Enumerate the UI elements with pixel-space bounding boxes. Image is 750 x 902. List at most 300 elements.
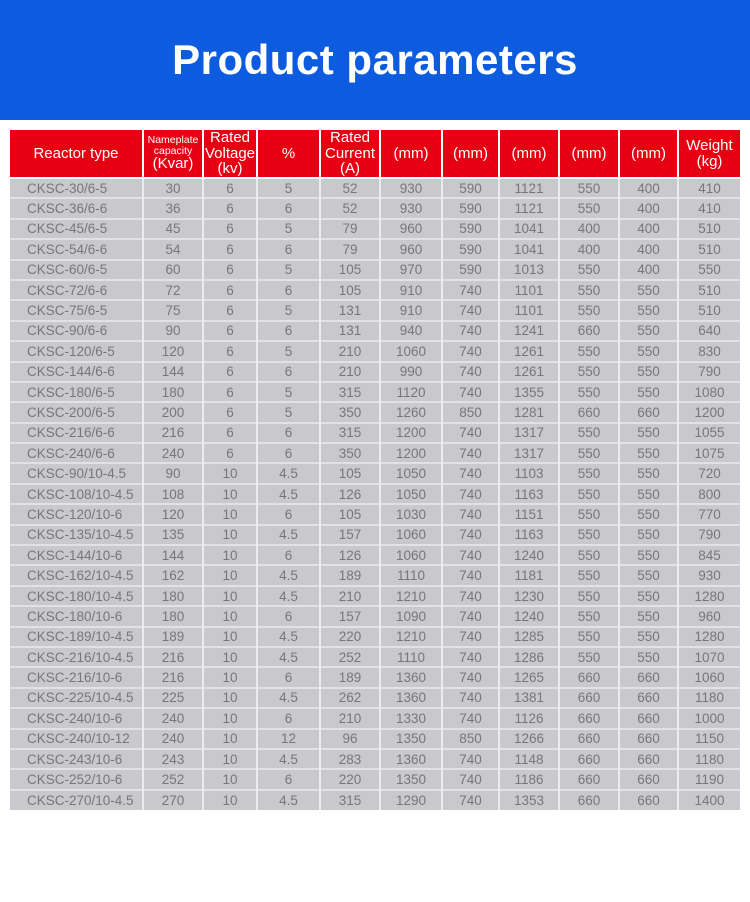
value-cell: 660 [619,729,678,749]
reactor-type-cell: CKSC-90/10-4.5 [10,463,143,483]
value-cell: 1060 [678,667,740,687]
value-cell: 1180 [678,749,740,769]
value-cell: 550 [619,627,678,647]
value-cell: 590 [442,239,499,259]
value-cell: 850 [442,729,499,749]
column-header-dimension-mm-3 [499,130,559,178]
column-header-label: capacity [153,144,193,157]
value-cell: 550 [619,606,678,626]
value-cell: 1260 [380,402,442,422]
value-cell: 105 [320,260,380,280]
column-header-label: (mm) [571,144,607,162]
value-cell: 740 [442,565,499,585]
value-cell: 510 [678,219,740,239]
value-cell: 660 [559,769,619,789]
reactor-type-cell: CKSC-180/10-4.5 [10,586,143,606]
column-header-label: Rated [329,129,371,147]
reactor-type-cell: CKSC-120/10-6 [10,504,143,524]
value-cell: 6 [257,769,320,789]
value-cell: 240 [143,729,203,749]
table-body [10,178,740,810]
product-parameters-table [10,130,740,810]
value-cell: 1148 [499,749,559,769]
value-cell: 6 [203,260,257,280]
table-row [10,239,740,259]
value-cell: 660 [619,667,678,687]
value-cell: 400 [559,239,619,259]
value-cell: 790 [678,362,740,382]
banner [0,0,750,120]
value-cell: 1060 [380,525,442,545]
value-cell: 1353 [499,790,559,810]
value-cell: 660 [559,790,619,810]
reactor-type-cell: CKSC-162/10-4.5 [10,565,143,585]
value-cell: 1190 [678,769,740,789]
value-cell: 1281 [499,402,559,422]
column-header-label: (Kvar) [152,155,194,173]
value-cell: 910 [380,280,442,300]
table-row [10,280,740,300]
value-cell: 10 [203,545,257,565]
column-header-rated-voltage [203,130,257,178]
value-cell: 79 [320,239,380,259]
value-cell: 1280 [678,586,740,606]
value-cell: 4.5 [257,627,320,647]
column-header-label: Current [324,144,376,162]
table-row [10,790,740,810]
value-cell: 550 [619,423,678,443]
value-cell: 1041 [499,219,559,239]
value-cell: 510 [678,280,740,300]
table-row [10,219,740,239]
value-cell: 740 [442,647,499,667]
value-cell: 660 [619,402,678,422]
value-cell: 6 [257,504,320,524]
value-cell: 4.5 [257,790,320,810]
column-header-percent [257,130,320,178]
column-header-dimension-mm-1 [380,130,442,178]
value-cell: 1241 [499,321,559,341]
value-cell: 550 [619,443,678,463]
table-row [10,606,740,626]
value-cell: 550 [559,545,619,565]
value-cell: 4.5 [257,565,320,585]
value-cell: 262 [320,688,380,708]
value-cell: 10 [203,525,257,545]
reactor-type-cell: CKSC-240/10-6 [10,708,143,728]
reactor-type-cell: CKSC-45/6-5 [10,219,143,239]
value-cell: 240 [143,708,203,728]
table-row [10,260,740,280]
table-row [10,769,740,789]
value-cell: 1261 [499,341,559,361]
table-row [10,423,740,443]
value-cell: 550 [559,198,619,218]
value-cell: 252 [143,769,203,789]
value-cell: 1200 [678,402,740,422]
value-cell: 660 [619,769,678,789]
value-cell: 1230 [499,586,559,606]
column-header-label: Nameplate [147,134,199,147]
value-cell: 550 [559,565,619,585]
value-cell: 1120 [380,382,442,402]
value-cell: 4.5 [257,484,320,504]
value-cell: 6 [203,382,257,402]
value-cell: 1200 [380,423,442,443]
value-cell: 10 [203,504,257,524]
value-cell: 5 [257,260,320,280]
value-cell: 550 [619,647,678,667]
value-cell: 740 [442,463,499,483]
value-cell: 4.5 [257,647,320,667]
value-cell: 283 [320,749,380,769]
reactor-type-cell: CKSC-54/6-6 [10,239,143,259]
value-cell: 660 [559,729,619,749]
value-cell: 740 [442,708,499,728]
value-cell: 550 [559,362,619,382]
value-cell: 410 [678,198,740,218]
value-cell: 1163 [499,484,559,504]
value-cell: 1150 [678,729,740,749]
table-row [10,178,740,198]
table-row [10,341,740,361]
value-cell: 1240 [499,545,559,565]
value-cell: 550 [559,260,619,280]
table-header-row [10,130,740,178]
table-row [10,504,740,524]
value-cell: 315 [320,423,380,443]
value-cell: 550 [619,341,678,361]
value-cell: 240 [143,443,203,463]
value-cell: 1151 [499,504,559,524]
value-cell: 1400 [678,790,740,810]
value-cell: 6 [257,443,320,463]
value-cell: 6 [257,280,320,300]
value-cell: 72 [143,280,203,300]
value-cell: 740 [442,586,499,606]
value-cell: 6 [257,362,320,382]
value-cell: 740 [442,627,499,647]
reactor-type-cell: CKSC-180/10-6 [10,606,143,626]
value-cell: 216 [143,423,203,443]
value-cell: 225 [143,688,203,708]
value-cell: 740 [442,667,499,687]
value-cell: 12 [257,729,320,749]
value-cell: 660 [559,402,619,422]
value-cell: 96 [320,729,380,749]
value-cell: 1360 [380,749,442,769]
value-cell: 1286 [499,647,559,667]
value-cell: 10 [203,627,257,647]
product-parameters-section [10,130,740,810]
value-cell: 210 [320,586,380,606]
value-cell: 660 [619,708,678,728]
value-cell: 5 [257,178,320,198]
table-row [10,647,740,667]
value-cell: 910 [380,300,442,320]
reactor-type-cell: CKSC-36/6-6 [10,198,143,218]
table-row [10,688,740,708]
column-header-weight [678,130,740,178]
value-cell: 5 [257,300,320,320]
reactor-type-cell: CKSC-252/10-6 [10,769,143,789]
reactor-type-cell: CKSC-189/10-4.5 [10,627,143,647]
value-cell: 10 [203,484,257,504]
value-cell: 550 [559,484,619,504]
value-cell: 105 [320,463,380,483]
value-cell: 590 [442,198,499,218]
value-cell: 660 [559,321,619,341]
reactor-type-cell: CKSC-135/10-4.5 [10,525,143,545]
value-cell: 1360 [380,667,442,687]
value-cell: 90 [143,463,203,483]
value-cell: 4.5 [257,688,320,708]
value-cell: 6 [203,300,257,320]
value-cell: 550 [559,341,619,361]
reactor-type-cell: CKSC-270/10-4.5 [10,790,143,810]
value-cell: 10 [203,769,257,789]
value-cell: 740 [442,484,499,504]
table-row [10,586,740,606]
value-cell: 740 [442,504,499,524]
value-cell: 1000 [678,708,740,728]
value-cell: 4.5 [257,749,320,769]
column-header-label: (mm) [511,144,547,162]
value-cell: 210 [320,362,380,382]
value-cell: 144 [143,545,203,565]
value-cell: 1060 [380,341,442,361]
value-cell: 660 [559,708,619,728]
column-header-label: (kg) [696,152,723,170]
table-row [10,667,740,687]
value-cell: 1050 [380,463,442,483]
reactor-type-cell: CKSC-90/6-6 [10,321,143,341]
value-cell: 960 [380,239,442,259]
value-cell: 10 [203,606,257,626]
value-cell: 1381 [499,688,559,708]
value-cell: 660 [619,790,678,810]
value-cell: 1121 [499,198,559,218]
value-cell: 550 [559,443,619,463]
value-cell: 10 [203,463,257,483]
value-cell: 6 [257,667,320,687]
value-cell: 220 [320,627,380,647]
value-cell: 1090 [380,606,442,626]
value-cell: 1110 [380,647,442,667]
value-cell: 157 [320,525,380,545]
value-cell: 590 [442,178,499,198]
column-header-label: % [281,144,296,162]
value-cell: 90 [143,321,203,341]
value-cell: 1103 [499,463,559,483]
value-cell: 1110 [380,565,442,585]
value-cell: 550 [559,627,619,647]
value-cell: 30 [143,178,203,198]
table-row [10,708,740,728]
column-header-label: (mm) [393,144,429,162]
reactor-type-cell: CKSC-240/6-6 [10,443,143,463]
value-cell: 10 [203,586,257,606]
value-cell: 740 [442,790,499,810]
value-cell: 60 [143,260,203,280]
value-cell: 6 [257,198,320,218]
value-cell: 1075 [678,443,740,463]
value-cell: 216 [143,647,203,667]
column-header-reactor-type [10,130,143,178]
value-cell: 510 [678,300,740,320]
value-cell: 740 [442,382,499,402]
value-cell: 400 [619,198,678,218]
value-cell: 52 [320,198,380,218]
value-cell: 135 [143,525,203,545]
value-cell: 200 [143,402,203,422]
value-cell: 189 [320,667,380,687]
value-cell: 550 [619,565,678,585]
value-cell: 550 [559,463,619,483]
value-cell: 6 [257,545,320,565]
value-cell: 510 [678,239,740,259]
value-cell: 740 [442,688,499,708]
reactor-type-cell: CKSC-216/10-4.5 [10,647,143,667]
reactor-type-cell: CKSC-30/6-5 [10,178,143,198]
value-cell: 10 [203,688,257,708]
value-cell: 400 [619,178,678,198]
table-row [10,749,740,769]
value-cell: 660 [559,667,619,687]
value-cell: 1210 [380,586,442,606]
value-cell: 1280 [678,627,740,647]
value-cell: 660 [559,749,619,769]
value-cell: 1050 [380,484,442,504]
value-cell: 660 [619,688,678,708]
table-row [10,525,740,545]
value-cell: 550 [619,300,678,320]
column-header-label: (A) [340,160,360,178]
reactor-type-cell: CKSC-225/10-4.5 [10,688,143,708]
reactor-type-cell: CKSC-72/6-6 [10,280,143,300]
value-cell: 10 [203,790,257,810]
column-header-label: Rated [209,129,251,147]
value-cell: 410 [678,178,740,198]
value-cell: 740 [442,280,499,300]
column-header-label: (kv) [217,160,243,178]
value-cell: 740 [442,545,499,565]
value-cell: 550 [678,260,740,280]
value-cell: 740 [442,443,499,463]
value-cell: 1317 [499,443,559,463]
value-cell: 550 [619,525,678,545]
value-cell: 45 [143,219,203,239]
value-cell: 850 [442,402,499,422]
page-title: Product parameters [172,36,578,83]
reactor-type-cell: CKSC-144/10-6 [10,545,143,565]
value-cell: 220 [320,769,380,789]
value-cell: 1285 [499,627,559,647]
column-header-label: Reactor type [33,144,119,162]
value-cell: 930 [678,565,740,585]
value-cell: 550 [619,280,678,300]
value-cell: 75 [143,300,203,320]
value-cell: 180 [143,382,203,402]
value-cell: 740 [442,300,499,320]
value-cell: 1163 [499,525,559,545]
reactor-type-cell: CKSC-75/6-5 [10,300,143,320]
value-cell: 10 [203,749,257,769]
value-cell: 6 [203,239,257,259]
value-cell: 6 [257,239,320,259]
value-cell: 740 [442,423,499,443]
value-cell: 1290 [380,790,442,810]
value-cell: 252 [320,647,380,667]
value-cell: 550 [559,280,619,300]
value-cell: 6 [203,362,257,382]
reactor-type-cell: CKSC-108/10-4.5 [10,484,143,504]
value-cell: 800 [678,484,740,504]
value-cell: 1265 [499,667,559,687]
value-cell: 157 [320,606,380,626]
value-cell: 400 [619,239,678,259]
value-cell: 400 [559,219,619,239]
value-cell: 1350 [380,729,442,749]
value-cell: 1041 [499,239,559,259]
value-cell: 830 [678,341,740,361]
value-cell: 6 [203,423,257,443]
value-cell: 189 [320,565,380,585]
value-cell: 10 [203,667,257,687]
value-cell: 550 [619,545,678,565]
value-cell: 120 [143,504,203,524]
value-cell: 6 [203,178,257,198]
value-cell: 105 [320,504,380,524]
value-cell: 6 [203,198,257,218]
reactor-type-cell: CKSC-144/6-6 [10,362,143,382]
value-cell: 550 [559,178,619,198]
value-cell: 640 [678,321,740,341]
value-cell: 10 [203,729,257,749]
value-cell: 216 [143,667,203,687]
value-cell: 660 [619,749,678,769]
value-cell: 79 [320,219,380,239]
table-row [10,443,740,463]
table-row [10,402,740,422]
value-cell: 550 [559,647,619,667]
value-cell: 4.5 [257,525,320,545]
value-cell: 1200 [380,443,442,463]
value-cell: 550 [619,382,678,402]
table-row [10,198,740,218]
value-cell: 550 [559,525,619,545]
value-cell: 6 [203,402,257,422]
value-cell: 6 [203,219,257,239]
value-cell: 1181 [499,565,559,585]
value-cell: 5 [257,382,320,402]
value-cell: 1030 [380,504,442,524]
table-row [10,362,740,382]
reactor-type-cell: CKSC-200/6-5 [10,402,143,422]
column-header-dimension-mm-5 [619,130,678,178]
table-row [10,463,740,483]
value-cell: 740 [442,362,499,382]
value-cell: 36 [143,198,203,218]
value-cell: 400 [619,219,678,239]
value-cell: 1240 [499,606,559,626]
value-cell: 1186 [499,769,559,789]
column-header-label: Weight [686,137,733,154]
value-cell: 1355 [499,382,559,402]
value-cell: 1070 [678,647,740,667]
value-cell: 10 [203,708,257,728]
value-cell: 10 [203,647,257,667]
